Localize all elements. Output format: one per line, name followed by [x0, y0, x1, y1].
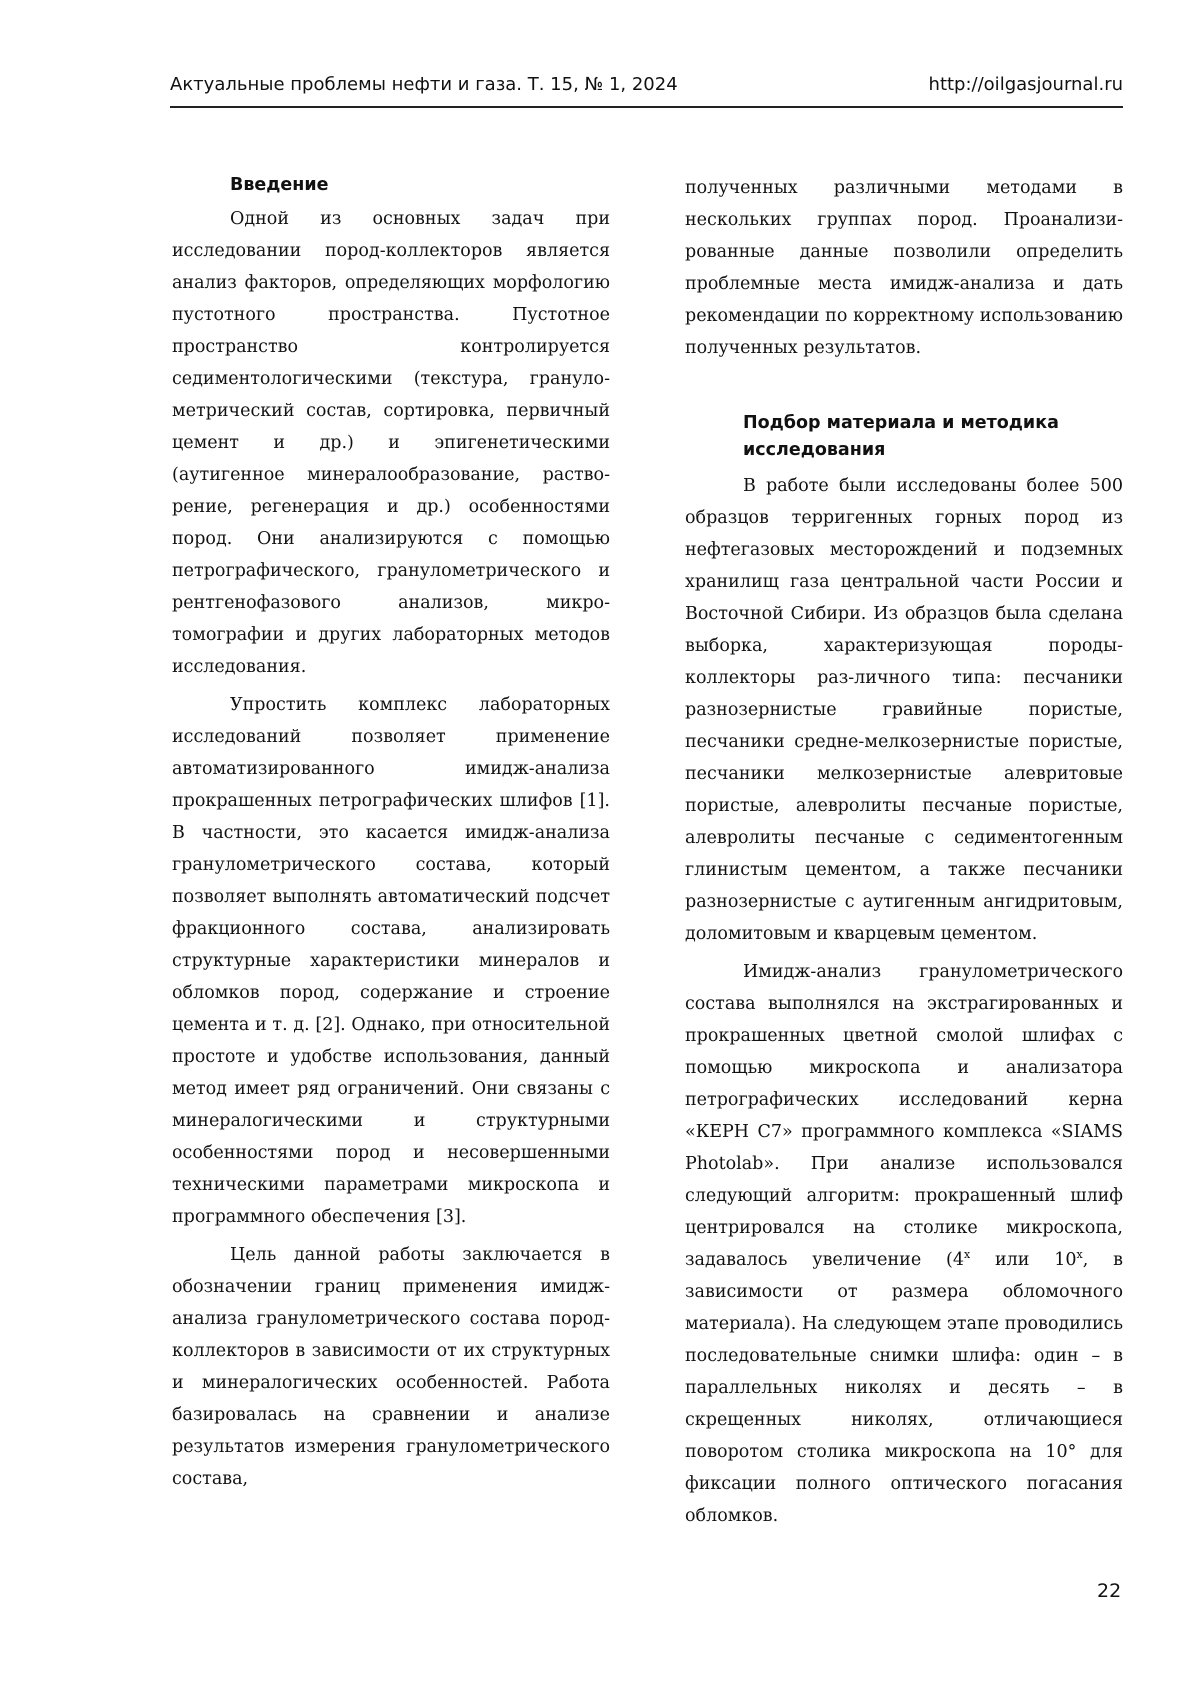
section-title-line-2: исследования	[743, 440, 886, 460]
methods-paragraph-2-text-a: Имидж-анализ гранулометрического состава выполнялся на экстрагированных и прокрашенных цветной смолой шлифах с помощью микроскопа и анализатора петрографических исследований керна «КЕРН С7» программного комплекса «SIAMS Photolab». При анализе использовался следующий алгоритм: прокрашенный шлиф центрировался на столике микроскопа, задавалось увеличение (4	[685, 962, 1123, 1270]
section-title-materials-methods	[743, 410, 1123, 464]
right-column	[685, 172, 1123, 1532]
section-title-introduction: Введение	[230, 175, 329, 195]
left-column	[172, 172, 610, 1495]
methods-paragraph-2-text-c: , в зависимости от размера обломочного материала). На следующем этапе проводились последовательные снимки шлифа: один – в параллельных николях и десять – в скрещенных николях, отличающиеся поворотом столика микроскопа на 10° для фиксации полного оптического погасания обломков.	[685, 1250, 1124, 1526]
intro-paragraph-2: Упростить комплекс лабораторных исследований позволяет применение автоматизированного имидж-анализа прокрашенных петрографических шлифов [1]. В частности, это касается имидж-анализа гранулометрического состава, который позволяет выполнять автоматический подсчет фракционного состава, анализировать структурные характеристики минералов и обломков пород, содержание и строение цемента и т. д. [2]. Однако, при относительной простоте и удобстве использования, данный метод имеет ряд ограничений. Они связаны с минералогическими и структурными особенностями пород и несовершенными техническими параметрами микроскопа и программного обеспечения [3].	[172, 695, 610, 1227]
intro-paragraph-3: Цель данной работы заключается в обозначении границ применения имидж-анализа гранулометрического состава пород-коллекторов в зависимости от их структурных и минералогических особенностей. Работа базировалась на сравнении и анализе результатов измерения гранулометрического состава,	[172, 1245, 610, 1489]
intro-paragraph-3-continuation: полученных различными методами в нескольких группах пород. Проанализи-рованные данные позволили определить проблемные места имидж-анализа и дать рекомендации по корректному использованию полученных результатов.	[685, 178, 1123, 358]
page-number: 22	[1097, 1580, 1122, 1602]
running-header	[170, 72, 1123, 108]
section-title-line-1: Подбор материала и методика	[743, 413, 1059, 433]
methods-paragraph-2	[685, 956, 1123, 1532]
journal-citation: Актуальные проблемы нефти и газа. Т. 15, № 1, 2024	[170, 74, 678, 95]
intro-paragraph-1: Одной из основных задач при исследовании пород-коллекторов является анализ факторов, определяющих морфологию пустотного пространства. Пустотное пространство контролируется седиментологическими (текстура, грануло-метрический состав, сортировка, первичный цемент и др.) и эпигенетическими (аутигенное минералообразование, раство-рение, регенерация и др.) особенностями пород. Они анализируются с помощью петрографического, гранулометрического и рентгенофазового анализов, микро-томографии и других лабораторных методов исследования.	[172, 209, 610, 677]
methods-paragraph-1: В работе были исследованы более 500 образцов терригенных горных пород из нефтегазовых месторождений и подземных хранилищ газа центральной части России и Восточной Сибири. Из образцов была сделана выборка, характеризующая породы-коллекторы раз-личного типа: песчаники разнозернистые гравийные пористые, песчаники средне-мелкозернистые пористые, песчаники мелкозернистые алевритовые пористые, алевролиты песчаные пористые, алевролиты песчаные с седиментогенным глинистым цементом, а также песчаники разнозернистые с аутигенным ангидритовым, доломитовым и кварцевым цементом.	[685, 476, 1123, 944]
methods-paragraph-2-text-b: или 10	[970, 1250, 1077, 1270]
magnification-superscript-1: х	[963, 1248, 971, 1262]
journal-url[interactable]: http://oilgasjournal.ru	[928, 74, 1123, 95]
magnification-superscript-2: х	[1076, 1248, 1083, 1262]
